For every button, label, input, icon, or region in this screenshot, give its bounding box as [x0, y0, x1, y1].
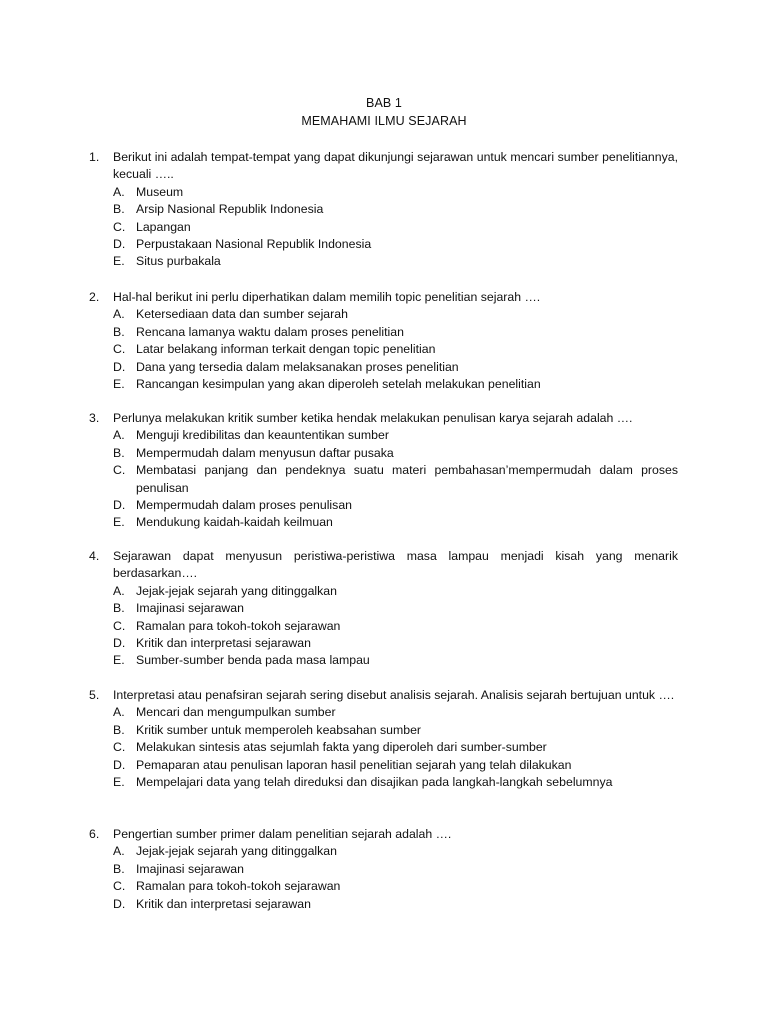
answer-option: [113, 236, 678, 253]
option-letter: D.: [113, 636, 126, 651]
answer-option: [113, 739, 678, 756]
answer-option: [113, 896, 678, 913]
option-letter: A.: [113, 844, 125, 859]
question-text: Sejarawan dapat menyusun peristiwa-peristiwa masa lampau menjadi kisah yang menarik berdasarkan….: [113, 549, 678, 581]
question-4: [89, 548, 678, 670]
answer-option: [113, 757, 678, 774]
answer-option: [113, 722, 678, 739]
answer-option: [113, 427, 678, 444]
question-3: [89, 410, 678, 532]
option-text: Melakukan sintesis atas sejumlah fakta yang diperoleh dari sumber-sumber: [136, 740, 547, 755]
question-text: Perlunya melakukan kritik sumber ketika hendak melakukan penulisan karya sejarah adalah ….: [113, 411, 633, 425]
answer-option: [113, 324, 678, 341]
answer-option: [113, 341, 678, 358]
question-text: Hal-hal berikut ini perlu diperhatikan dalam memilih topic penelitian sejarah ….: [113, 290, 541, 304]
option-text: Kritik dan interpretasi sejarawan: [136, 896, 311, 911]
question-number: 3.: [89, 411, 100, 425]
option-text: Ramalan para tokoh-tokoh sejarawan: [136, 618, 341, 633]
option-letter: C.: [113, 342, 126, 357]
answer-option: [113, 253, 678, 270]
option-letter: D.: [113, 237, 126, 252]
option-letter: B.: [113, 601, 125, 616]
option-letter: E.: [113, 775, 125, 790]
question-text: Interpretasi atau penafsiran sejarah sering disebut analisis sejarah. Analisis sejarah bertujuan untuk ….: [113, 688, 675, 702]
option-text: Ketersediaan data dan sumber sejarah: [136, 307, 348, 322]
question-1: [89, 149, 678, 271]
answer-option: [113, 497, 678, 514]
option-text: Sumber-sumber benda pada masa lampau: [136, 653, 370, 668]
option-text: Dana yang tersedia dalam melaksanakan proses penelitian: [136, 359, 459, 374]
option-text: Rancangan kesimpulan yang akan diperoleh setelah melakukan penelitian: [136, 377, 541, 392]
option-text: Jejak-jejak sejarah yang ditinggalkan: [136, 583, 337, 598]
option-text: Membatasi panjang dan pendeknya suatu materi pembahasan’mempermudah dalam proses penulisan: [136, 463, 678, 495]
option-text: Kritik sumber untuk memperoleh keabsahan sumber: [136, 722, 422, 737]
option-letter: A.: [113, 705, 125, 720]
option-text: Menguji kredibilitas dan keauntentikan sumber: [136, 428, 389, 443]
option-letter: A.: [113, 583, 125, 598]
answer-option: [113, 306, 678, 323]
answer-option: [113, 462, 678, 497]
option-text: Jejak-jejak sejarah yang ditinggalkan: [136, 844, 337, 859]
question-2: [89, 289, 678, 393]
option-letter: B.: [113, 202, 125, 217]
option-text: Mencari dan mengumpulkan sumber: [136, 705, 336, 720]
answer-option: [113, 861, 678, 878]
answer-option: [113, 618, 678, 635]
option-letter: A.: [113, 428, 125, 443]
option-text: Arsip Nasional Republik Indonesia: [136, 202, 324, 217]
option-letter: C.: [113, 740, 126, 755]
option-text: Situs purbakala: [136, 254, 221, 269]
answer-option: [113, 201, 678, 218]
question-number: 4.: [89, 549, 100, 563]
question-6: [89, 826, 678, 913]
question-number: 1.: [89, 150, 100, 164]
option-text: Ramalan para tokoh-tokoh sejarawan: [136, 879, 341, 894]
answer-option: [113, 878, 678, 895]
option-letter: B.: [113, 722, 125, 737]
question-number: 6.: [89, 827, 100, 841]
page-title: MEMAHAMI ILMU SEJARAH: [301, 114, 467, 128]
option-text: Pemaparan atau penulisan laporan hasil penelitian sejarah yang telah dilakukan: [136, 757, 572, 772]
option-text: Rencana lamanya waktu dalam proses penelitian: [136, 324, 404, 339]
option-letter: D.: [113, 359, 126, 374]
option-letter: E.: [113, 515, 125, 530]
option-letter: D.: [113, 896, 126, 911]
question-text: Pengertian sumber primer dalam penelitian sejarah adalah ….: [113, 827, 452, 841]
option-letter: C.: [113, 463, 126, 478]
answer-option: [113, 774, 678, 791]
option-letter: E.: [113, 653, 125, 668]
question-number: 2.: [89, 290, 100, 304]
question-text: Berikut ini adalah tempat-tempat yang dapat dikunjungi sejarawan untuk mencari sumber penelitiannya, kecuali …..: [113, 150, 678, 182]
question-5: [89, 687, 678, 791]
option-letter: E.: [113, 377, 125, 392]
option-letter: B.: [113, 324, 125, 339]
answer-option: [113, 359, 678, 376]
option-letter: C.: [113, 879, 126, 894]
answer-option: [113, 843, 678, 860]
answer-option: [113, 514, 678, 531]
answer-option: [113, 600, 678, 617]
option-letter: D.: [113, 757, 126, 772]
option-letter: A.: [113, 307, 125, 322]
option-letter: C.: [113, 618, 126, 633]
option-letter: B.: [113, 861, 125, 876]
option-letter: B.: [113, 445, 125, 460]
option-text: Museum: [136, 184, 184, 199]
option-text: Mempermudah dalam menyusun daftar pusaka: [136, 445, 394, 460]
option-text: Mempelajari data yang telah direduksi dan disajikan pada langkah-langkah sebelumnya: [136, 775, 613, 790]
option-letter: C.: [113, 219, 126, 234]
option-text: Latar belakang informan terkait dengan topic penelitian: [136, 342, 436, 357]
answer-option: [113, 583, 678, 600]
answer-option: [113, 652, 678, 669]
option-letter: D.: [113, 498, 126, 513]
answer-option: [113, 635, 678, 652]
option-text: Mempermudah dalam proses penulisan: [136, 498, 352, 513]
option-text: Kritik dan interpretasi sejarawan: [136, 636, 311, 651]
chapter-label: BAB 1: [366, 96, 402, 110]
option-text: Imajinasi sejarawan: [136, 601, 244, 616]
question-number: 5.: [89, 688, 100, 702]
option-text: Perpustakaan Nasional Republik Indonesia: [136, 237, 372, 252]
answer-option: [113, 219, 678, 236]
answer-option: [113, 704, 678, 721]
option-letter: E.: [113, 254, 125, 269]
option-text: Lapangan: [136, 219, 191, 234]
answer-option: [113, 184, 678, 201]
option-text: Mendukung kaidah-kaidah keilmuan: [136, 515, 333, 530]
option-text: Imajinasi sejarawan: [136, 861, 244, 876]
answer-option: [113, 376, 678, 393]
option-letter: A.: [113, 184, 125, 199]
answer-option: [113, 445, 678, 462]
